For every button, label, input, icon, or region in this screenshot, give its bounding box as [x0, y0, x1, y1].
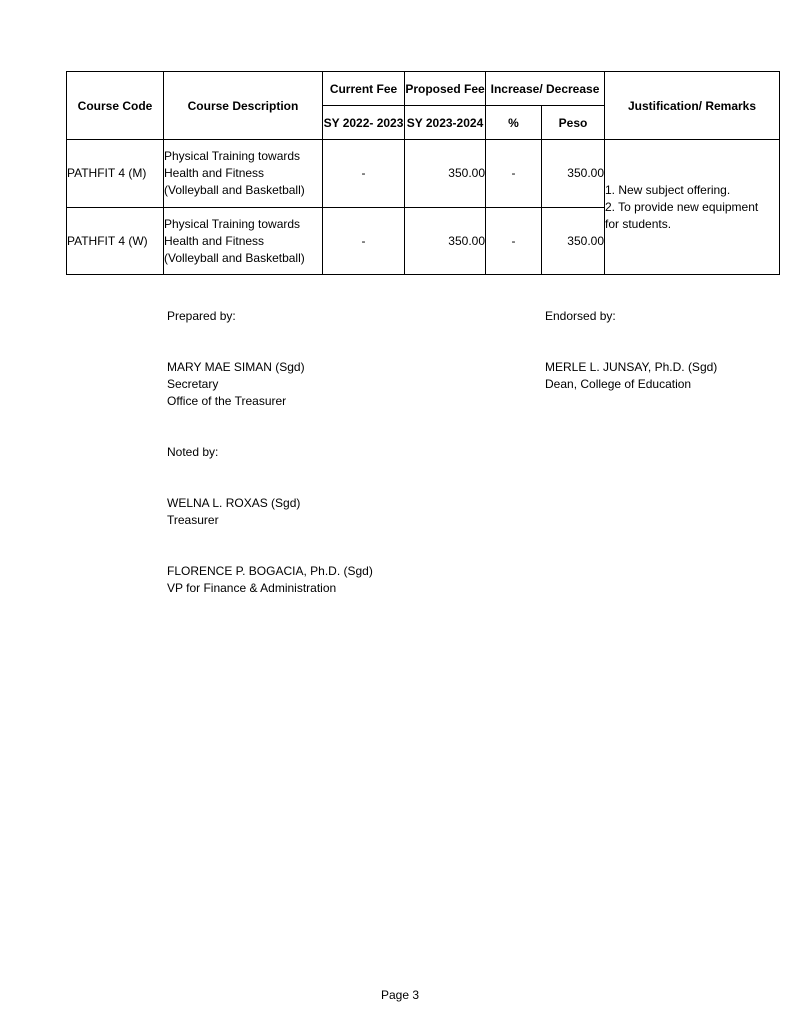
description-line: (Volleyball and Basketball) — [164, 250, 305, 265]
header-increase-decrease: Increase/ Decrease — [486, 72, 605, 106]
noted-by-title: Treasurer — [167, 513, 219, 527]
endorsed-by-name: MERLE L. JUNSAY, Ph.D. (Sgd) — [545, 360, 718, 374]
header-peso: Peso — [542, 106, 605, 140]
course-code-cell: PATHFIT 4 (W) — [67, 208, 164, 275]
prepared-by-label: Prepared by: — [167, 309, 236, 323]
prepared-by-office: Office of the Treasurer — [167, 394, 287, 408]
description-line: Health and Fitness — [164, 166, 265, 180]
remarks-line: 2. To provide new equipment — [605, 199, 759, 214]
page-number: Page 3 — [380, 988, 420, 1002]
header-proposed-fee: Proposed Fee — [405, 72, 486, 106]
remarks-line: for students. — [605, 216, 672, 231]
header-sy-current: SY 2022- 2023 — [323, 106, 405, 140]
header-course-code: Course Code — [67, 72, 164, 140]
percent-cell: - — [486, 208, 542, 275]
noted-by-name: FLORENCE P. BOGACIA, Ph.D. (Sgd) — [167, 564, 373, 578]
header-justification: Justification/ Remarks — [605, 72, 780, 140]
prepared-by-title: Secretary — [167, 377, 219, 391]
header-percent: % — [486, 106, 542, 140]
noted-by-title: VP for Finance & Administration — [167, 581, 337, 595]
course-description-cell — [164, 208, 323, 275]
course-description-cell — [164, 140, 323, 208]
header-row — [67, 72, 780, 106]
endorsed-by-title: Dean, College of Education — [545, 377, 692, 391]
description-line: Physical Training towards — [164, 149, 301, 163]
description-line: (Volleyball and Basketball) — [164, 183, 305, 197]
remarks-line: 1. New subject offering. — [605, 182, 731, 197]
peso-cell: 350.00 — [542, 140, 605, 208]
remarks-cell — [605, 140, 780, 275]
header-course-description: Course Description — [164, 72, 323, 140]
prepared-by-block — [167, 308, 305, 410]
percent-cell: - — [486, 140, 542, 208]
header-current-fee: Current Fee — [323, 72, 405, 106]
prepared-by-name: MARY MAE SIMAN (Sgd) — [167, 360, 305, 374]
current-fee-cell: - — [323, 208, 405, 275]
proposed-fee-cell: 350.00 — [405, 208, 486, 275]
peso-cell: 350.00 — [542, 208, 605, 275]
proposed-fee-cell: 350.00 — [405, 140, 486, 208]
description-line: Physical Training towards — [164, 216, 301, 231]
header-sy-proposed: SY 2023-2024 — [405, 106, 486, 140]
fee-table — [66, 71, 780, 275]
endorsed-by-block — [545, 308, 717, 393]
noted-by-name: WELNA L. ROXAS (Sgd) — [167, 496, 301, 510]
noted-by-label: Noted by: — [167, 445, 219, 459]
description-line: Health and Fitness — [164, 233, 265, 248]
noted-by-block — [167, 444, 373, 597]
endorsed-by-label: Endorsed by: — [545, 309, 616, 323]
current-fee-cell: - — [323, 140, 405, 208]
course-code-cell: PATHFIT 4 (M) — [67, 140, 164, 208]
table-row — [67, 140, 780, 208]
